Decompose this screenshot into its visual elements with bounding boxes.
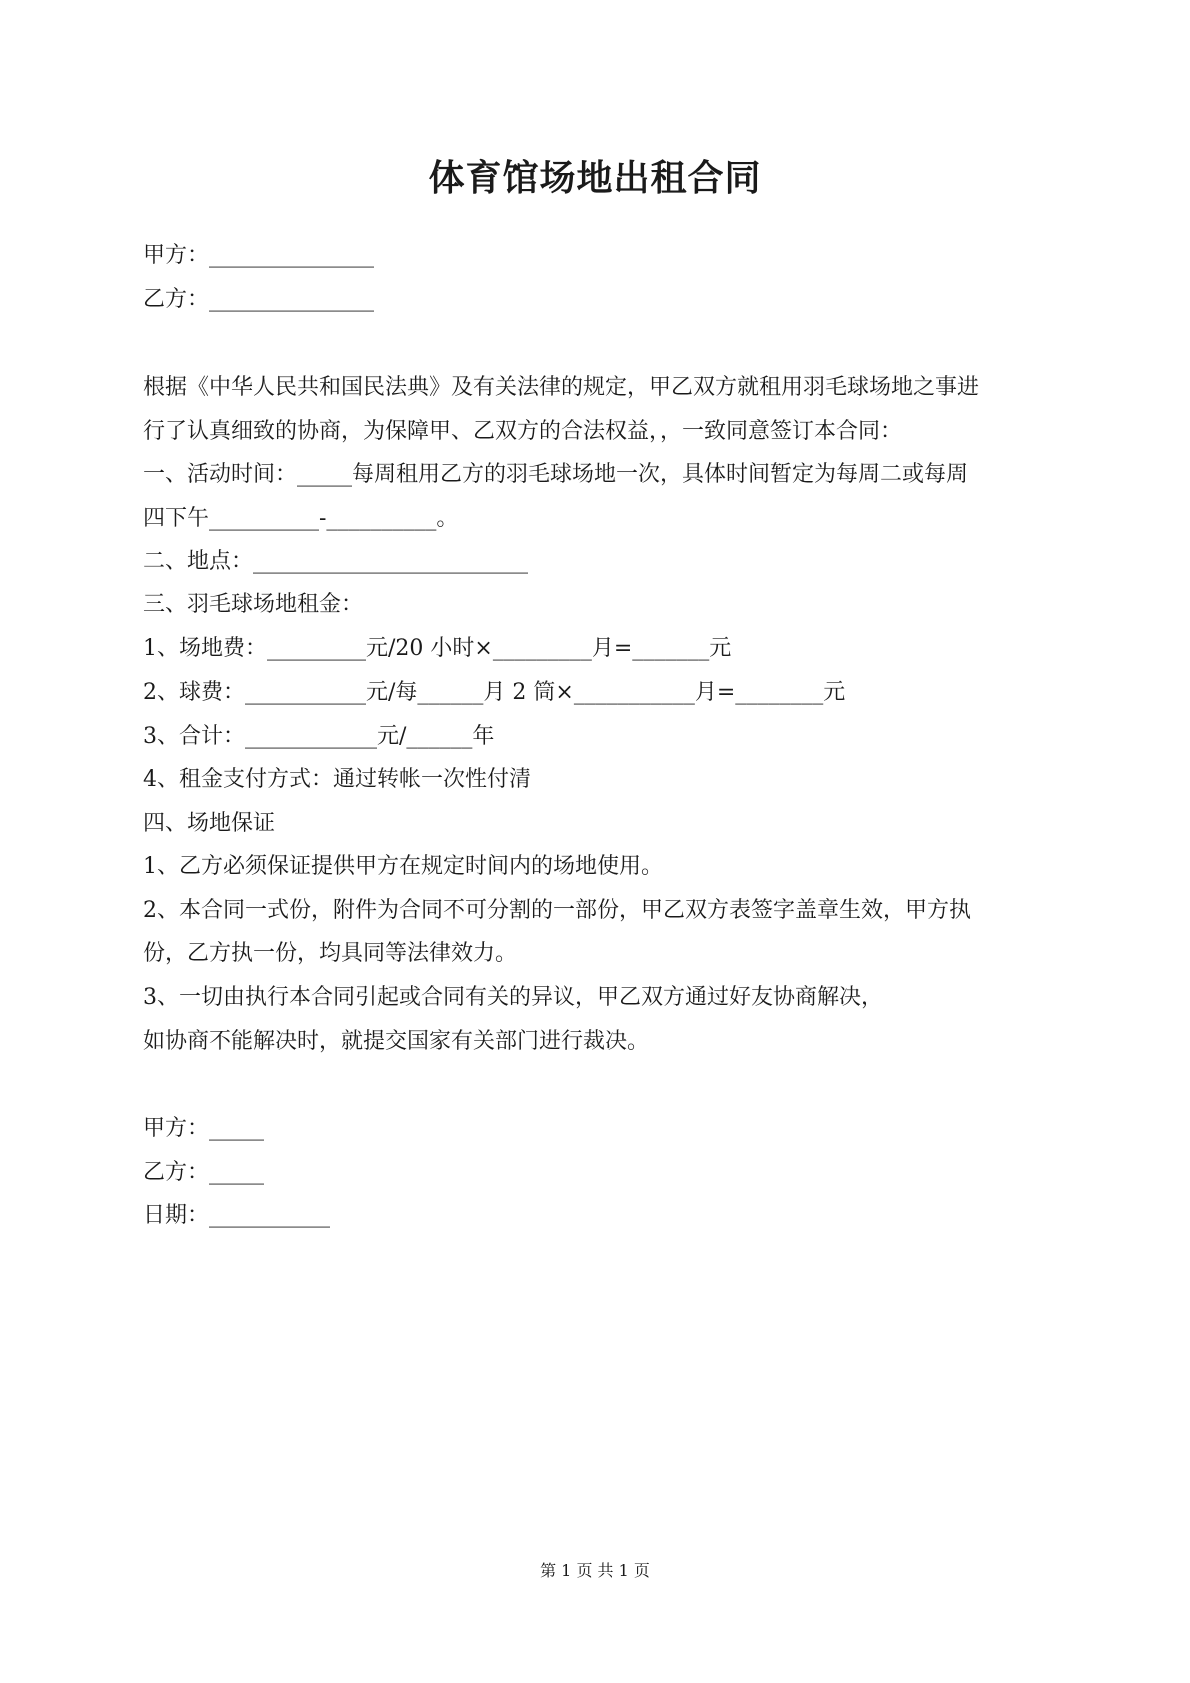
section-3-item-total: 3、合计：____________元/______年 [143, 724, 495, 749]
section-4-item-3-line-1: 3、一切由执行本合同引起或合同有关的异议，甲乙双方通过好友协商解决， [143, 985, 883, 1010]
page-number-footer: 第 1 页 共 1 页 [540, 1561, 650, 1580]
intro-paragraph-line-2: 行了认真细致的协商，为保障甲、乙双方的合法权益，，一致同意签订本合同： [143, 419, 903, 444]
signature-party-a: 甲方：_____ [143, 1116, 265, 1141]
section-4-heading: 四、场地保证 [143, 811, 276, 836]
document-title: 体育馆场地出租合同 [428, 157, 762, 199]
section-4-item-2-line-1: 2、本合同一式份，附件为合同不可分割的一部份，甲乙双方表签字盖章生效，甲方执 [143, 898, 971, 923]
section-3-item-venue-fee: 1、场地费：_________元/20 小时×_________月=_______元 [143, 636, 732, 661]
section-3-heading: 三、羽毛球场地租金： [143, 592, 364, 617]
section-3-item-ball-fee: 2、球费：___________元/每______月 2 筒×___________月=________元 [143, 680, 846, 705]
section-1-line-1: 一、活动时间：_____每周租用乙方的羽毛球场地一次，具体时间暂定为每周二或每周 [143, 462, 969, 487]
section-4-item-3-line-2: 如协商不能解决时，就提交国家有关部门进行裁决。 [143, 1029, 650, 1054]
section-4-item-1: 1、乙方必须保证提供甲方在规定时间内的场地使用。 [143, 854, 663, 879]
signature-date: 日期：___________ [143, 1203, 331, 1228]
section-1-line-2: 四下午__________-__________。 [143, 506, 459, 531]
party-b-field: 乙方：_______________ [143, 287, 375, 312]
section-3-item-payment: 4、租金支付方式：通过转帐一次性付清 [143, 767, 531, 792]
signature-party-b: 乙方：_____ [143, 1160, 265, 1185]
section-4-item-2-line-2: 份，乙方执一份，均具同等法律效力。 [143, 941, 518, 966]
intro-paragraph-line-1: 根据《中华人民共和国民法典》及有关法律的规定，甲乙双方就租用羽毛球场地之事进 [143, 375, 980, 400]
party-a-field: 甲方：_______________ [143, 243, 375, 268]
section-2-location: 二、地点：_________________________ [143, 549, 529, 574]
